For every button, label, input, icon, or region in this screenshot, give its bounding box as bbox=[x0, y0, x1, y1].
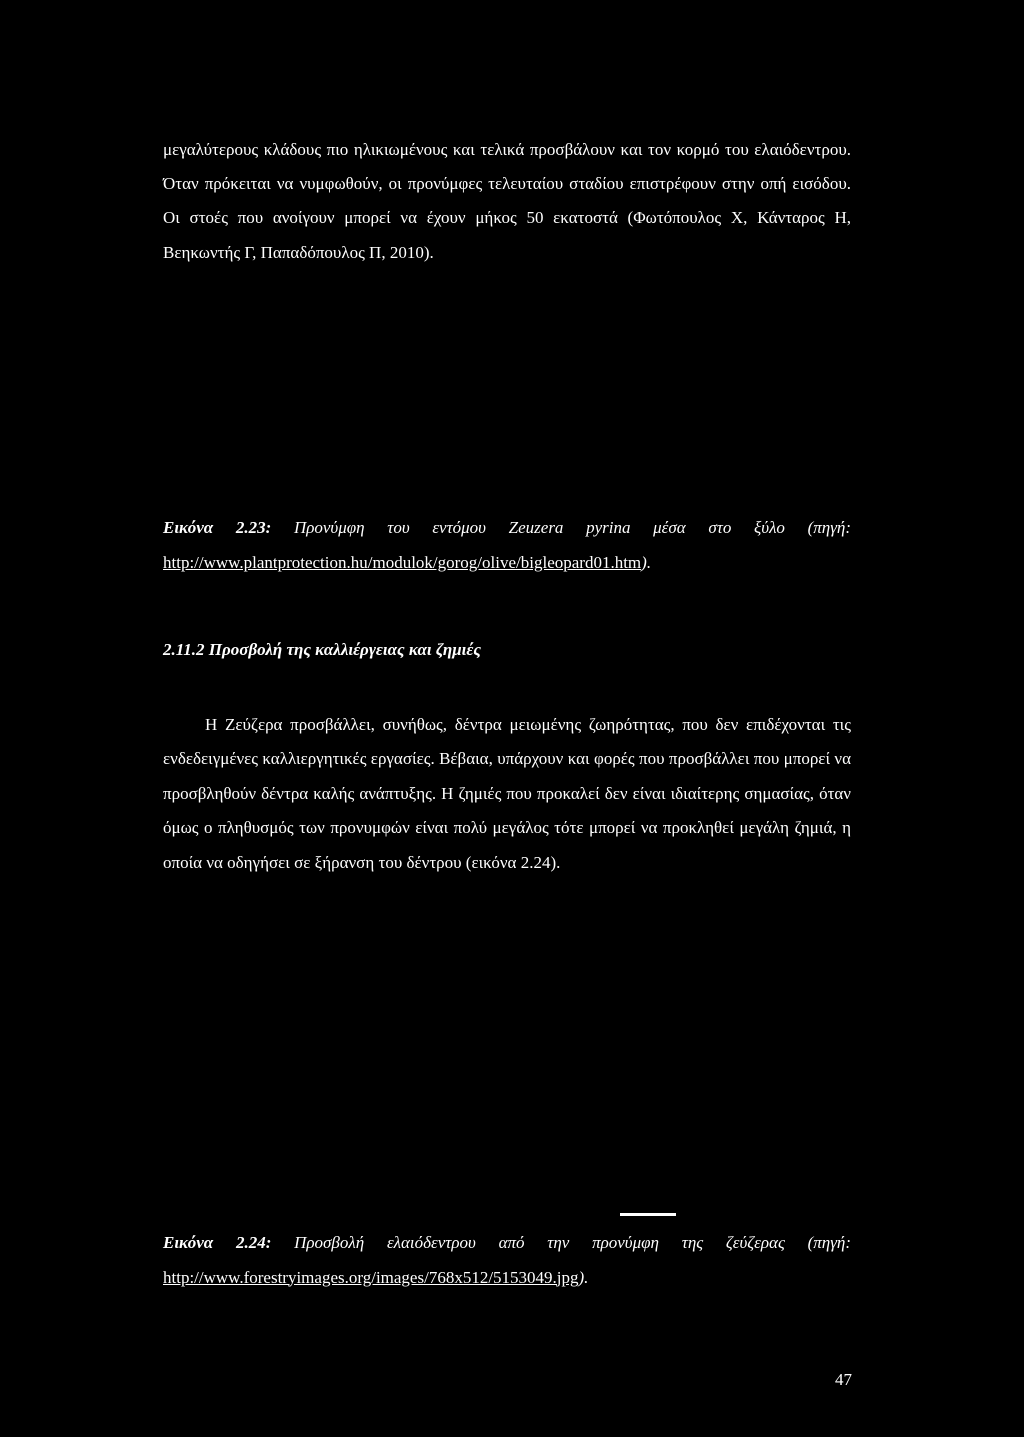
body-paragraph-1: μεγαλύτερους κλάδους πιο ηλικιωμένους και τελικά προσβάλουν και τον κορμό του ελαιόδεντρου. Όταν πρόκειται να νυμφωθούν, οι προνύμφες τελευταίου σταδίου επιστρέφουν στην οπή εισόδου. Οι στοές που ανοίγουν μπορεί να έχουν μήκος 50 εκατοστά (Φωτόπουλος Χ, Κάνταρος Η, Βεηκωντής Γ, Παπαδόπουλος Π, 2010). bbox=[163, 140, 851, 262]
figure-caption-text: Προνύμφη του εντόμου Zeuzera pyrina μέσα στο ξύλο (πηγή: bbox=[271, 518, 851, 537]
source-link[interactable]: http://www.plantprotection.hu/modulok/gorog/olive/bigleopard01.htm bbox=[163, 552, 642, 572]
figure-caption-2-24 bbox=[163, 1226, 851, 1295]
caption-closing: ). bbox=[641, 552, 652, 572]
figure-label: Εικόνα 2.24: bbox=[163, 1233, 272, 1252]
figure-label: Εικόνα 2.23: bbox=[163, 518, 272, 537]
page-number: 47 bbox=[835, 1370, 852, 1389]
caption-closing: ). bbox=[578, 1267, 589, 1287]
section-heading: 2.11.2 Προσβολή της καλλιέργειας και ζημιές bbox=[163, 640, 481, 659]
figure-caption-2-23 bbox=[163, 511, 851, 580]
body-paragraph-2-text: Η Ζεύζερα προσβάλλει, συνήθως, δέντρα μειωμένης ζωηρότητας, που δεν επιδέχονται τις ενδεδειγμένες καλλιεργητικές εργασίες. Βέβαια, υπάρχουν και φορές που προσβάλλει που μπορεί να προσβληθούν δέντρα καλής ανάπτυξης. Η ζημιές που προκαλεί δεν είναι ιδιαίτερης σημασίας, όταν όμως ο πληθυσμός των προνυμφών είναι πολύ μεγάλος τότε μπορεί να προκληθεί μεγάλη ζημιά, η οποία να οδηγήσει σε ξήρανση του δέντρου (εικόνα 2.24). bbox=[163, 715, 851, 872]
source-link[interactable]: http://www.forestryimages.org/images/768x512/5153049.jpg bbox=[163, 1267, 579, 1287]
body-paragraph-2 bbox=[163, 708, 851, 880]
figure-caption-text: Προσβολή ελαιόδεντρου από την προνύμφη της ζεύζερας (πηγή: bbox=[271, 1233, 851, 1252]
separator-dash bbox=[620, 1213, 676, 1216]
